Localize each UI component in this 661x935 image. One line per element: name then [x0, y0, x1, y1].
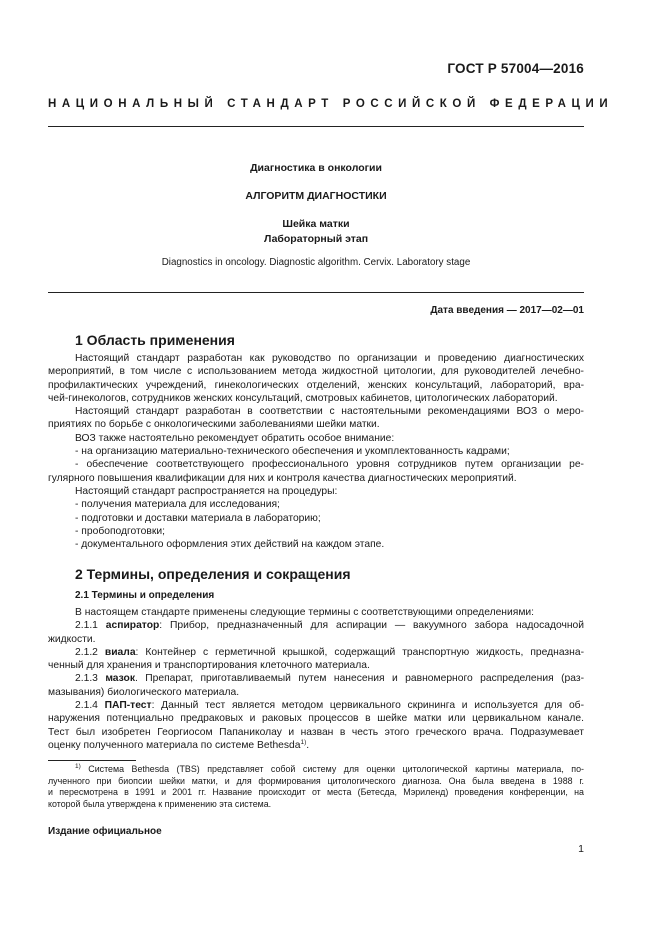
series-title: Диагностика в онкологии — [250, 162, 382, 174]
gost-number: ГОСТ Р 57004—2016 — [447, 61, 584, 76]
term-line — [48, 699, 584, 712]
page-number: 1 — [578, 843, 584, 855]
para-line: жидкости. — [48, 633, 96, 645]
term-line — [48, 672, 584, 685]
footnote-line: и пересмотрена в 1991 и 2001 гг. Название происходит от места (Бетесда, Мэриленд) проведения конференции, на — [48, 787, 584, 798]
term-number: 2.1.4 — [75, 700, 105, 712]
para-line: Настоящий стандарт распространяется на процедуры: — [75, 485, 338, 497]
term-name: мазок — [105, 673, 135, 685]
term-number: 2.1.2 — [75, 646, 105, 658]
footnote-line: которой была утверждена к применению эта система. — [48, 798, 272, 809]
national-standard-heading: НАЦИОНАЛЬНЫЙ СТАНДАРТ РОССИЙСКОЙ ФЕДЕРАЦИИ — [48, 98, 614, 110]
para-line: приятиях по борьбе с онкологическими заболеваниями шейки матки. — [48, 419, 380, 431]
term-name: ПАП-тест — [104, 700, 152, 712]
section-2-title: 2 Термины, определения и сокращения — [75, 566, 351, 582]
term-definition: : Контейнер с герметичной крышкой, содержащий транспортную жидкость, предназна- — [135, 646, 584, 658]
list-item: - пробоподготовки; — [75, 525, 165, 537]
footnote-ref[interactable]: 1) — [300, 738, 307, 746]
para-line: чей-гинекологов, сотрудников женских консультаций, смотровых кабинетов, цитологических лабораторий. — [48, 392, 558, 404]
footnote-text: Система Bethesda (TBS) представляет собой систему для оценки цитологической картины материала, по- — [80, 764, 584, 774]
term-line — [48, 646, 584, 659]
list-item: - подготовки и доставки материала в лабораторию; — [75, 512, 321, 524]
para-line: мероприятий, в том числе с использованием метода жидкостной цитологии, для руководителей лечебно- — [48, 366, 584, 378]
term-number: 2.1.3 — [75, 673, 106, 685]
term-line — [48, 619, 584, 632]
term-definition: : Данный тест является методом цервикального скрининга и используется для об- — [151, 700, 585, 712]
title-rule — [48, 292, 584, 293]
list-item: - обеспечение соответствующего профессионального уровня сотрудников путем организации ре- — [75, 459, 584, 471]
main-title: АЛГОРИТМ ДИАГНОСТИКИ — [245, 190, 387, 202]
subtitle-laboratory: Лабораторный этап — [263, 233, 369, 245]
official-edition-label: Издание официальное — [48, 826, 162, 837]
subsection-2-1-title: 2.1 Термины и определения — [75, 590, 215, 601]
para-line: гулярного повышения квалификации для них и контроля качества диагностических мероприятий. — [48, 472, 517, 484]
english-title: Diagnostics in oncology. Diagnostic algorithm. Cervix. Laboratory stage — [161, 257, 471, 268]
section-1-title: 1 Область применения — [75, 332, 235, 348]
para-line: профилактических учреждений, гинекологических отделений, женских консультаций, лабораторий, вра- — [48, 379, 584, 391]
para-line: Тест был изобретен Георгиосом Папаниколау и назван в честь этого греческого врача. Подразумевает — [48, 726, 584, 738]
footnote-rule — [48, 760, 136, 761]
para-line: наружения потенциально предраковых и раковых процессов в шейке матки или цервикальном канале. — [48, 713, 584, 725]
footnote-marker: 1) — [75, 763, 81, 770]
intro-date: Дата введения — 2017—02—01 — [430, 305, 584, 316]
list-item: - получения материала для исследования; — [75, 499, 280, 511]
subtitle-cervix: Шейка матки — [282, 218, 350, 230]
para-text: . — [306, 739, 310, 751]
para-line: ченный для хранения и транспортирования клеточного материала. — [48, 660, 370, 672]
para-line — [48, 739, 584, 752]
list-item: - документального оформления этих действий на каждом этапе. — [75, 539, 385, 551]
footnote — [48, 764, 584, 810]
para-line: В настоящем стандарте применены следующие термины с соответствующими определениями: — [75, 607, 535, 618]
term-definition: : Прибор, предназначенный для аспирации — вакуумного забора надосадочной — [159, 620, 585, 632]
footnote-line: лученного при биопсии шейки матки, и для формирования цитологического диагноза. Она была введена в 1988 г. — [48, 775, 584, 786]
section-2-body — [48, 606, 584, 752]
section-1-body — [48, 352, 584, 551]
term-name: аспиратор — [105, 620, 160, 632]
footnote-line — [48, 764, 584, 776]
term-name: виала — [104, 646, 136, 658]
para-line: ВОЗ также настоятельно рекомендует обратить особое внимание: — [75, 432, 395, 444]
term-definition: . Препарат, приготавливаемый путем нанесения и равномерного распределения (раз- — [134, 673, 585, 685]
para-line: мазывания) биологического материала. — [48, 686, 240, 698]
term-number: 2.1.1 — [75, 620, 106, 632]
header-rule — [48, 126, 584, 127]
list-item: - на организацию материально-технического обеспечения и укомплектованность кадрами; — [75, 446, 510, 458]
para-line: Настоящий стандарт разработан в соответствии с настоятельными рекомендациями ВОЗ о меро- — [75, 406, 584, 418]
para-text: оценку полученного материала по системе Bethesda — [48, 739, 301, 751]
para-line: Настоящий стандарт разработан как руководство по организации и проведению диагностических — [75, 353, 584, 364]
